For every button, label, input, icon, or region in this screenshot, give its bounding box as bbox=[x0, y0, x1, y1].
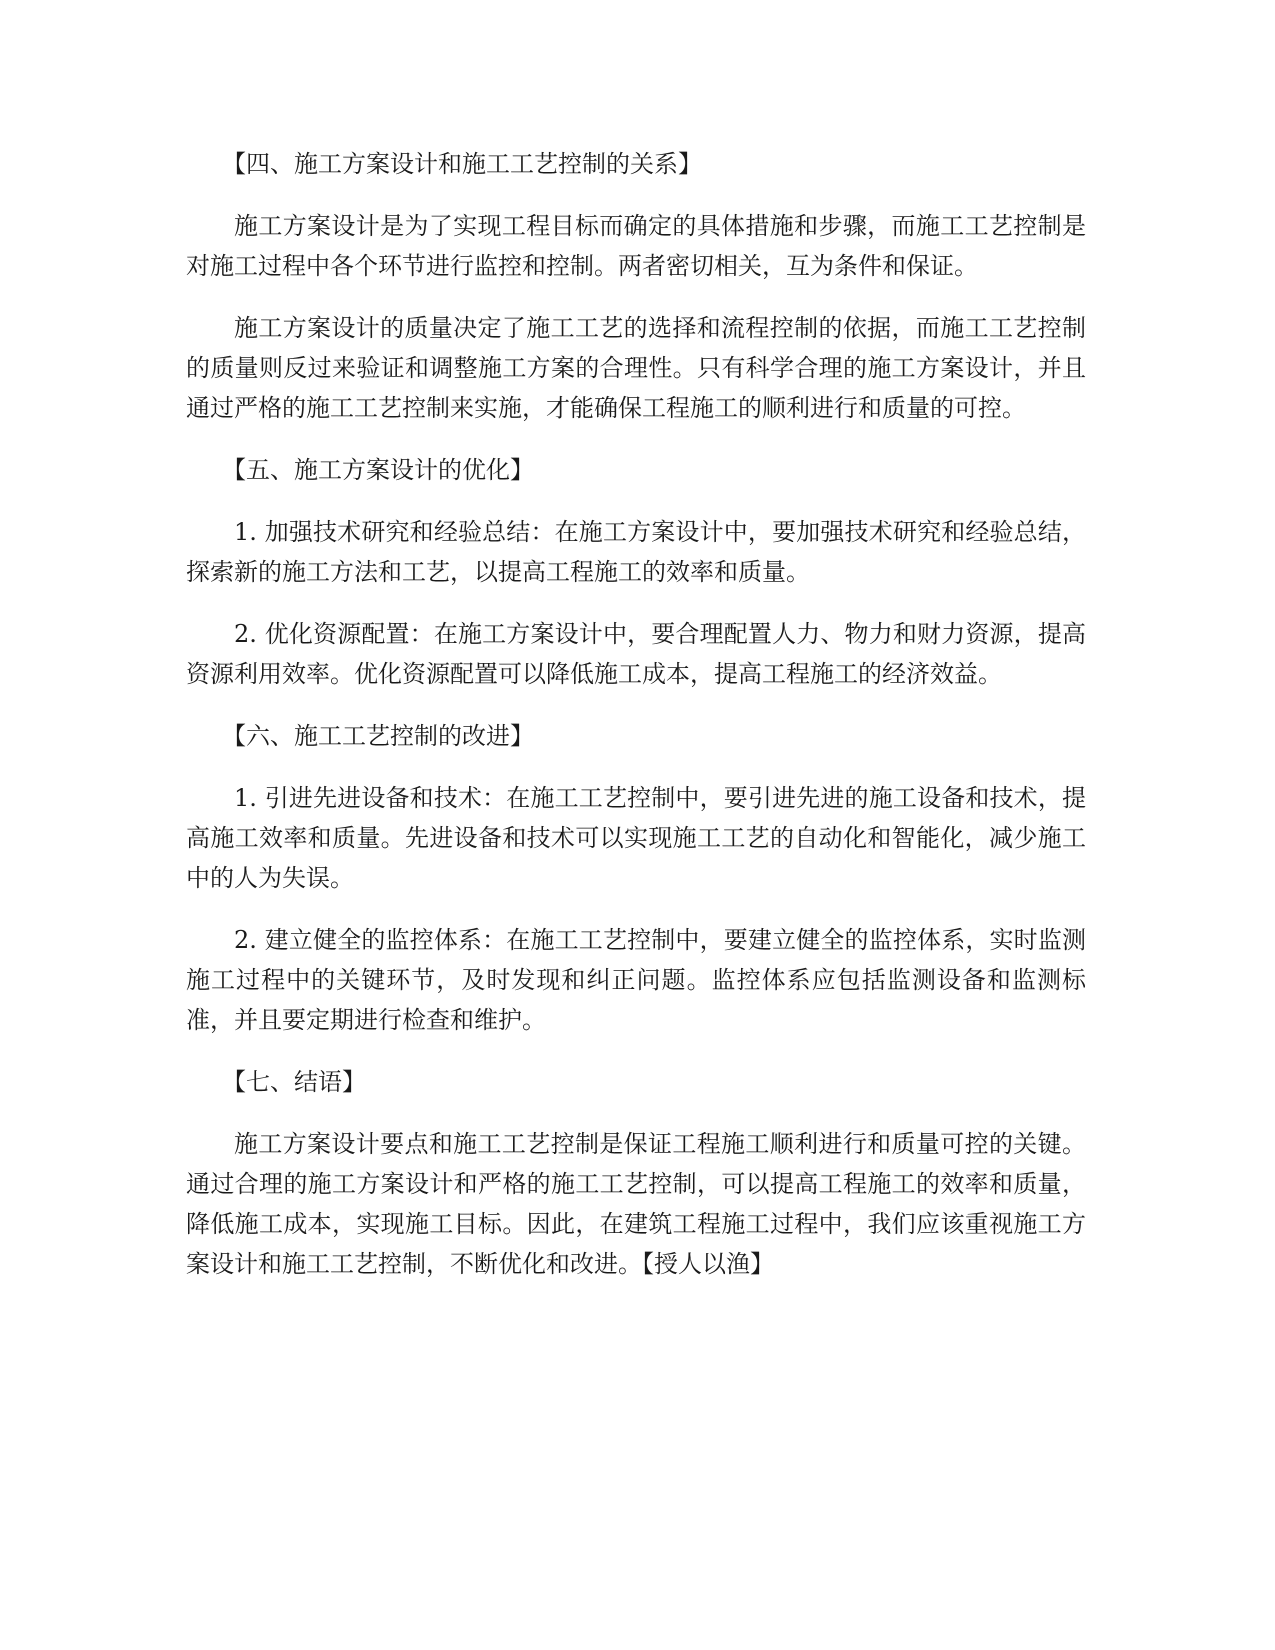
paragraph: 施工方案设计要点和施工工艺控制是保证工程施工顺利进行和质量可控的关键。通过合理的施工方案设计和严格的施工工艺控制，可以提高工程施工的效率和质量，降低施工成本，实现施工目标。因此，在建筑工程施工过程中，我们应该重视施工方案设计和施工工艺控制，不断优化和改进。【授人以渔】 bbox=[186, 1130, 1086, 1278]
list-item: 2. 优化资源配置：在施工方案设计中，要合理配置人力、物力和财力资源，提高资源利用效率。优化资源配置可以降低施工成本，提高工程施工的经济效益。 bbox=[186, 620, 1086, 688]
list-item: 1. 加强技术研究和经验总结：在施工方案设计中，要加强技术研究和经验总结，探索新的施工方法和工艺，以提高工程施工的效率和质量。 bbox=[186, 518, 1086, 586]
section-heading-5: 【五、施工方案设计的优化】 bbox=[222, 456, 534, 484]
document-body bbox=[186, 144, 1086, 1306]
section-heading-7: 【七、结语】 bbox=[222, 1068, 366, 1096]
list-item: 1. 引进先进设备和技术：在施工工艺控制中，要引进先进的施工设备和技术，提高施工效率和质量。先进设备和技术可以实现施工工艺的自动化和智能化，减少施工中的人为失误。 bbox=[186, 784, 1086, 892]
list-item: 2. 建立健全的监控体系：在施工工艺控制中，要建立健全的监控体系，实时监测施工过程中的关键环节，及时发现和纠正问题。监控体系应包括监测设备和监测标准，并且要定期进行检查和维护。 bbox=[186, 926, 1086, 1034]
section-heading-6: 【六、施工工艺控制的改进】 bbox=[222, 722, 534, 750]
section-heading-4: 【四、施工方案设计和施工工艺控制的关系】 bbox=[222, 150, 702, 178]
paragraph: 施工方案设计的质量决定了施工工艺的选择和流程控制的依据，而施工工艺控制的质量则反过来验证和调整施工方案的合理性。只有科学合理的施工方案设计，并且通过严格的施工工艺控制来实施，才能确保工程施工的顺利进行和质量的可控。 bbox=[186, 314, 1086, 422]
paragraph: 施工方案设计是为了实现工程目标而确定的具体措施和步骤，而施工工艺控制是对施工过程中各个环节进行监控和控制。两者密切相关，互为条件和保证。 bbox=[186, 212, 1086, 280]
